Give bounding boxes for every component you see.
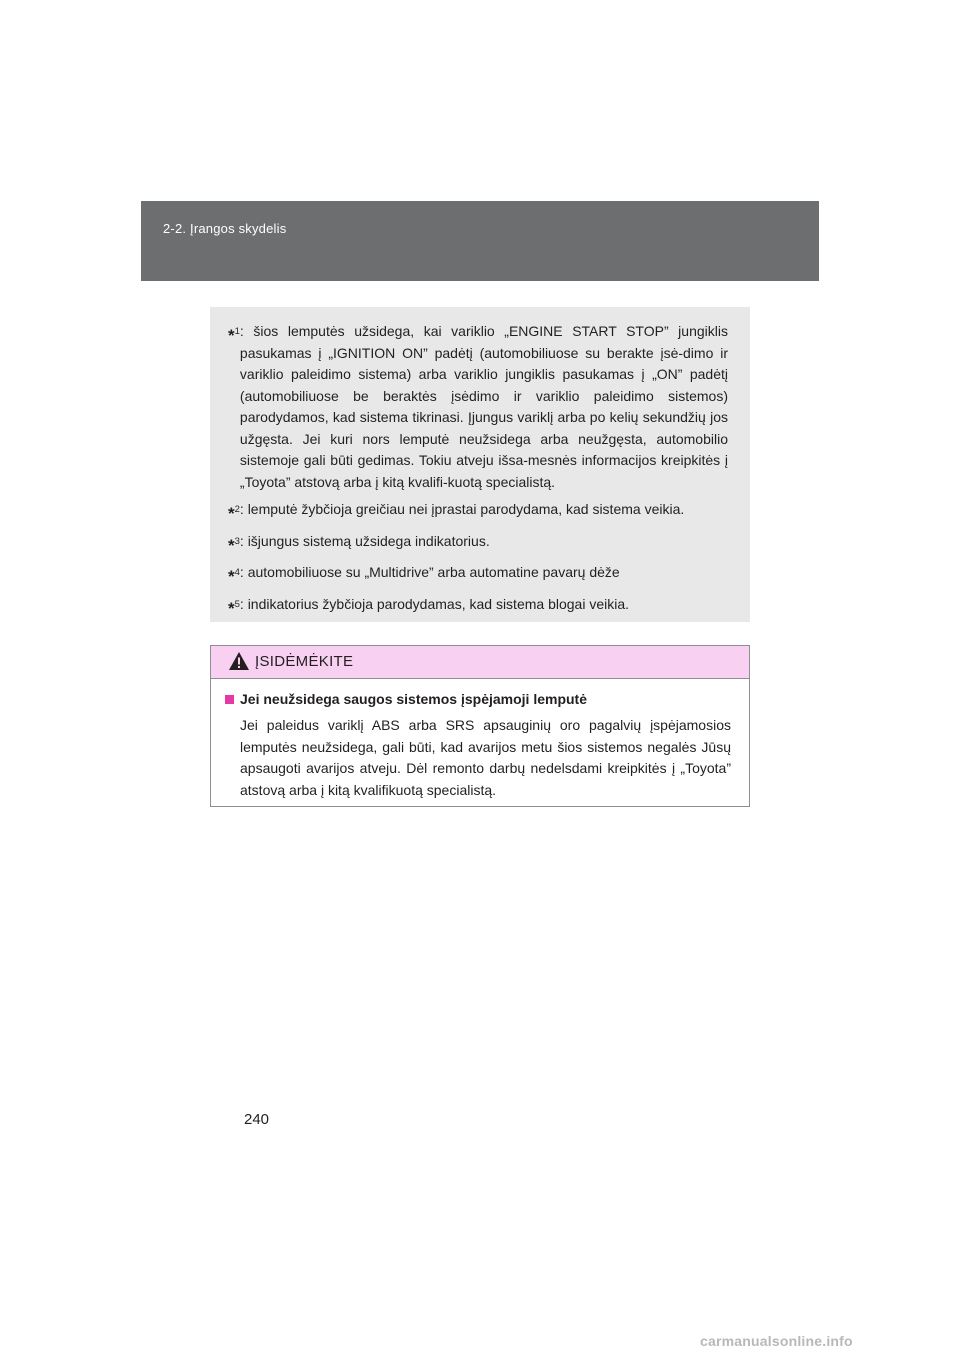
footnote-text: : automobiliuose su „Multidrive” arba automatine pavarų dėže (239, 564, 620, 580)
footnote-text: : šios lemputės užsidega, kai variklio „ENGINE START STOP” jungiklis pasukamas į „IGNITION ON” padėtį (automobiliuose su berakte įsė-dimo ir variklio paleidimo sistema) arba variklio jungiklis pasukamas į „ON” padėtį (automobiliuose be beraktės įsėdimo ir variklio paleidimo sistemos) parodydamos, kad sistema tikrinasi. Įjungus variklį arba po kelių sekundžių jos užgęsta. Jei kuri nors lemputė neužsidega arba neužgęsta, automobilio sistemoje gali būti gedimas. Tokiu atveju išsa-mesnės informacijos kreipkitės į „Toyota” atstovą arba į kitą kvalifi-kuotą specialistą. (239, 323, 728, 490)
caution-title: ĮSIDĖMĖKITE (255, 653, 354, 670)
caution-heading (225, 689, 731, 709)
pink-square-icon (225, 695, 234, 704)
footnote-2 (228, 499, 728, 525)
caution-paragraph: Jei paleidus variklį ABS arba SRS apsauginių oro pagalvių įspėjamosios lemputės neužsidega, gali būti, kad avarijos metu šios sistemos negalės Jūsų apsaugoti avarijos atveju. Dėl remonto darbų nedelsdami kreipkitės į „Toyota” atstovą arba į kitą kvalifikuotą specialistą. (240, 717, 731, 798)
caution-header (211, 646, 749, 679)
footnote-text: : indikatorius žybčioja parodydamas, kad sistema blogai veikia. (239, 595, 630, 612)
footnotes-box (210, 307, 750, 622)
footnote-1 (228, 321, 728, 493)
footnote-text: : lemputė žybčioja greičiau nei įprastai parodydama, kad sistema veikia. (239, 501, 685, 517)
caution-heading-text: Jei neužsidega saugos sistemos įspėjamoji lemputė (240, 691, 588, 707)
footnote-marker: *$^4$ (228, 567, 240, 586)
watermark: carmanualsonline.info (700, 1333, 853, 1349)
section-title: 2-2. Įrangos skydelis (163, 221, 287, 236)
footnote-3 (228, 531, 728, 557)
caution-body (211, 679, 749, 801)
footnote-marker: *$^5$ (228, 598, 240, 618)
caution-box (210, 645, 750, 807)
page-number: 240 (244, 1111, 270, 1128)
footnote-5 (228, 594, 728, 620)
section-header-bar (141, 201, 819, 281)
warning-triangle-icon (228, 651, 250, 671)
footnote-text: : išjungus sistemą užsidega indikatorius. (239, 532, 490, 549)
footnote-marker: *$^2$ (228, 504, 240, 523)
footnote-marker: *$^1$ (228, 326, 240, 345)
footnote-4 (228, 562, 728, 588)
footnote-marker: *$^3$ (228, 535, 240, 555)
